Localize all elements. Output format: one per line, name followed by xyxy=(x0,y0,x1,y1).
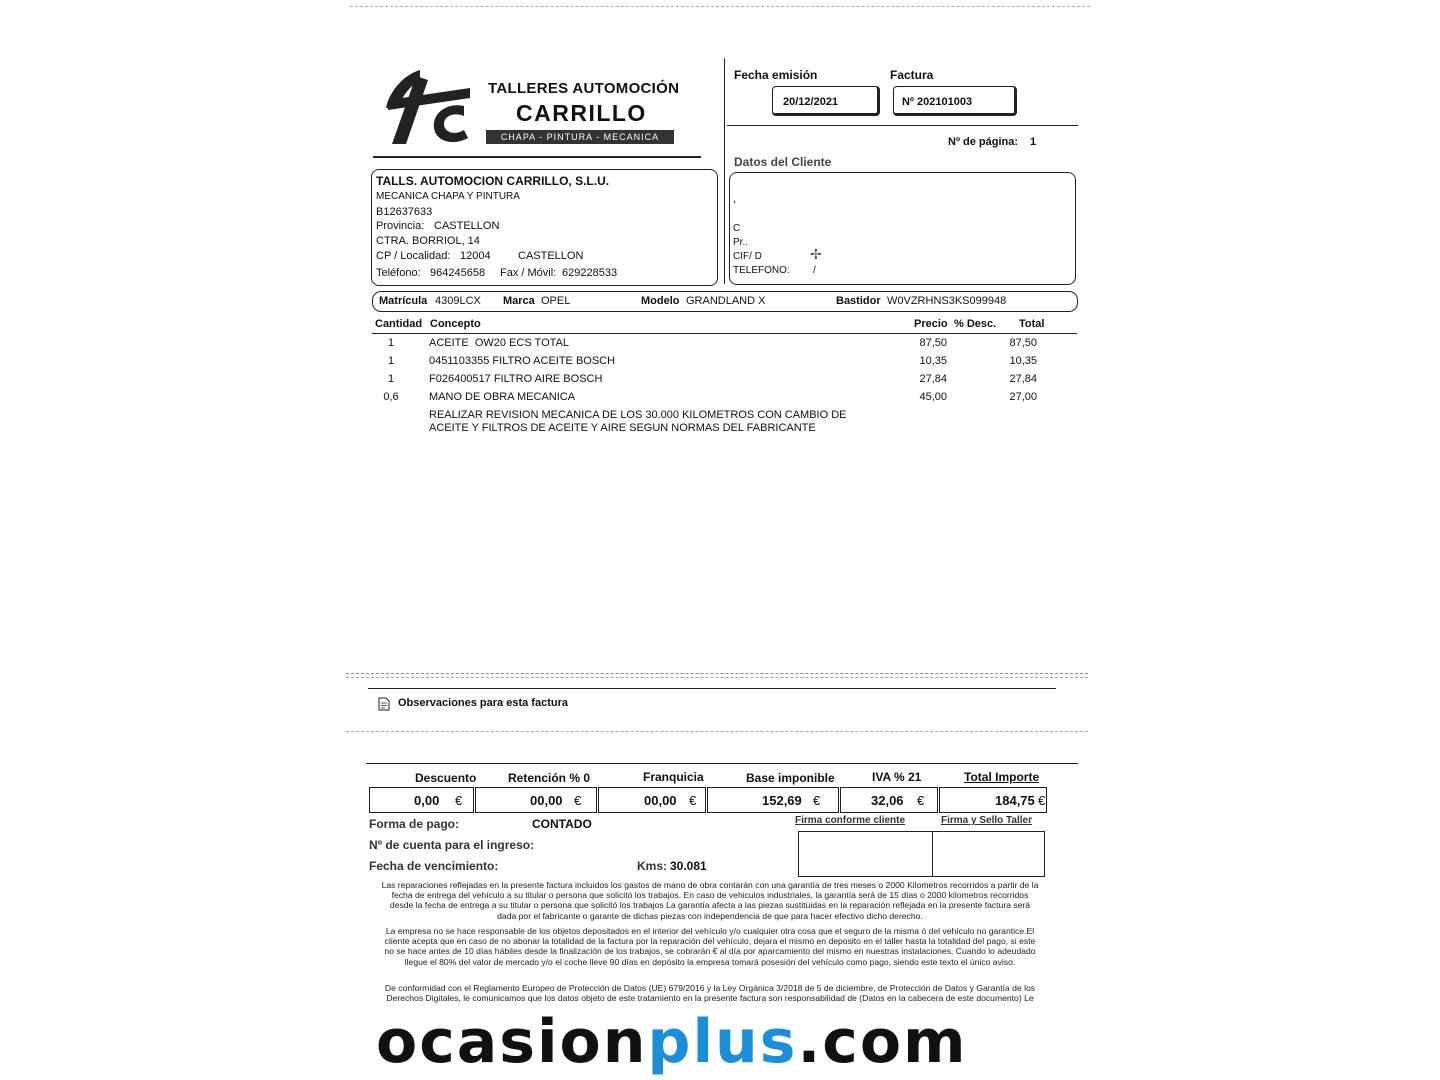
brand-label: Marca xyxy=(503,295,535,307)
retention-cell xyxy=(475,787,597,813)
invoice-date: 20/12/2021 xyxy=(783,96,839,108)
company-cp: 12004 xyxy=(460,250,491,262)
row-concept: ACEITE OW20 ECS TOTAL xyxy=(429,337,569,349)
col-price-header: Precio xyxy=(914,318,948,330)
invoice-date-box xyxy=(772,86,880,116)
row-price: 45,00 xyxy=(919,391,947,403)
kms-value: 30.081 xyxy=(670,859,707,873)
currency-symbol: € xyxy=(1038,793,1046,808)
account-label: Nº de cuenta para el ingreso: xyxy=(369,838,535,852)
company-tax-id: B12637633 xyxy=(376,206,433,218)
logo-tagline: CHAPA - PINTURA - MECANICA xyxy=(486,130,674,144)
observations-top-rule xyxy=(368,688,1056,689)
company-cp-label: CP / Localidad: xyxy=(376,250,451,262)
observations-bottom-rule xyxy=(346,731,1088,732)
payment-method-label: Forma de pago: xyxy=(369,817,460,831)
logo-line2: CARRILLO xyxy=(516,100,647,126)
watermark-part3: .com xyxy=(797,1007,968,1077)
client-line2: C xyxy=(733,223,741,234)
company-city: CASTELLON xyxy=(518,250,584,262)
work-note-line1: REALIZAR REVISION MECANICA DE LOS 30.000 KILOMETROS CON CAMBIO DE xyxy=(429,409,847,421)
signature-box xyxy=(798,831,1045,877)
company-activity: MECANICA CHAPA Y PINTURA xyxy=(376,191,520,202)
company-province: CASTELLON xyxy=(434,220,500,232)
company-fax: 629228533 xyxy=(562,267,618,279)
legal-responsibility: La empresa no se hace responsable de los objetos depositados en el interior del vehículo y/o cualquier otra cosa que el seguro de la misma ó del vehículo no garantice.El cliente acepta que en caso de no abonar la totalidad de la factura por la reparación del vehículo, dejara el mismo en deposito en el taller hasta la totalidad del pago, si este no se hace antes de 10 días hábiles desde la finalización de los trabajos, se cobrarán € al día por aparcamiento del mismo en nuestras instalaciones. Cuando lo adeudado llegue el 80% del valor de mercado y/o el coche lleve 90 días en depósito la empresa tomará posesión del vehículo como pago, siendo este texto el único aviso. xyxy=(384,926,1036,967)
discount-value: 0,00 xyxy=(414,793,440,808)
vat-cell xyxy=(840,787,938,813)
currency-symbol: € xyxy=(689,793,697,808)
total-value: 184,75 xyxy=(995,793,1035,808)
invoice-date-label: Fecha emisión xyxy=(734,68,818,82)
chassis: W0VZRHNS3KS099948 xyxy=(887,295,1007,307)
col-qty-header: Cantidad xyxy=(375,318,423,330)
row-price: 87,50 xyxy=(919,337,947,349)
company-province-label: Provincia: xyxy=(376,220,425,232)
franchise-cell xyxy=(598,787,706,813)
row-concept: F026400517 FILTRO AIRE BOSCH xyxy=(429,373,603,385)
client-line3: Pr.. xyxy=(733,237,749,248)
base-cell xyxy=(707,787,839,813)
chassis-label: Bastidor xyxy=(836,295,881,307)
currency-symbol: € xyxy=(455,793,463,808)
currency-symbol: € xyxy=(917,793,925,808)
legal-data-protection: De conformidad con el Reglamento Europeo de Protección de Datos (UE) 679/2016 y la Ley Orgánica 3/2018 de 5 de diciembre, de Protección de Datos y Garantía de los Derechos Digitales, le comunicamos que los datos objeto de este tratamiento en la presente factura son responsabilidad de (Datos en la cabecera de este documento) Le xyxy=(384,983,1036,1004)
col-discount-header: % Desc. xyxy=(954,318,997,330)
table-header-rule xyxy=(372,333,1077,334)
vat-label: IVA % 21 xyxy=(872,770,922,784)
discount-cell xyxy=(369,787,474,813)
model: GRANDLAND X xyxy=(686,295,766,307)
base-label: Base imponible xyxy=(746,771,835,785)
company-phone: 964245658 xyxy=(430,267,486,279)
row-qty: 1 xyxy=(387,337,395,349)
invoice-number-box xyxy=(893,86,1017,116)
company-fax-label: Fax / Móvil: xyxy=(500,267,557,279)
franchise-label: Franquicia xyxy=(643,770,704,784)
currency-symbol: € xyxy=(574,793,582,808)
payment-method: CONTADO xyxy=(532,817,592,831)
company-address: CTRA. BORRIOL, 14 xyxy=(376,235,480,247)
workshop-sign-label: Firma y Sello Taller xyxy=(941,815,1032,826)
invoice-number-label: Factura xyxy=(890,68,934,82)
company-logo xyxy=(380,66,680,156)
client-title: Datos del Cliente xyxy=(734,155,832,169)
total-label: Total Importe xyxy=(964,770,1040,784)
vehicle-bar xyxy=(372,291,1078,312)
page-label: Nº de página: xyxy=(948,136,1019,148)
row-total: 87,50 xyxy=(1009,337,1037,349)
row-qty: 1 xyxy=(387,355,395,367)
client-sign-label: Firma conforme cliente xyxy=(795,815,906,826)
company-phone-label: Teléfono: xyxy=(376,267,421,279)
row-qty: 0,6 xyxy=(383,391,399,403)
client-line1: , xyxy=(733,193,737,205)
discount-label: Descuento xyxy=(415,771,477,785)
row-total: 27,84 xyxy=(1009,373,1037,385)
scan-edge-top xyxy=(350,6,1090,7)
company-data-box xyxy=(371,169,718,286)
company-legal-name: TALLS. AUTOMOCION CARRILLO, S.L.U. xyxy=(376,174,610,188)
header-divider xyxy=(724,58,725,284)
client-phone-label: TELEFONO: xyxy=(733,265,790,276)
row-price: 27,84 xyxy=(919,373,947,385)
col-concept-header: Concepto xyxy=(430,318,481,330)
work-note-line2: ACEITE Y FILTROS DE ACEITE Y AIRE SEGUN NORMAS DEL FABRICANTE xyxy=(429,422,816,434)
header-rule xyxy=(727,125,1078,126)
invoice-number: Nº 202101003 xyxy=(902,96,973,108)
col-total-header: Total xyxy=(1019,318,1045,330)
row-total: 27,00 xyxy=(1009,391,1037,403)
base-value: 152,69 xyxy=(762,793,802,808)
client-cif-label: CIF/ D xyxy=(733,251,762,262)
watermark-part2: plus xyxy=(647,1007,798,1077)
retention-value: 00,00 xyxy=(530,793,563,808)
document-icon xyxy=(378,697,390,716)
currency-symbol: € xyxy=(813,793,821,808)
logo-line1: TALLERES AUTOMOCIÓN xyxy=(488,80,680,97)
row-qty: 1 xyxy=(387,373,395,385)
scan-divider xyxy=(346,673,1088,674)
row-concept: MANO DE OBRA MECANICA xyxy=(429,391,576,403)
due-date-label: Fecha de vencimiento: xyxy=(369,859,499,873)
logo-underline xyxy=(373,156,701,158)
brand: OPEL xyxy=(541,295,571,307)
row-price: 10,35 xyxy=(919,355,947,367)
model-label: Modelo xyxy=(641,295,680,307)
row-concept: 0451103355 FILTRO ACEITE BOSCH xyxy=(429,355,616,367)
watermark-part1: ocasion xyxy=(376,1007,648,1077)
logo-mark-icon xyxy=(380,66,490,150)
client-phone-mark: / xyxy=(813,265,816,276)
summary-top-rule xyxy=(366,763,1078,764)
client-data-box xyxy=(729,172,1076,285)
ocasionplus-watermark xyxy=(376,1004,1066,1080)
page-number: 1 xyxy=(1030,136,1037,148)
scan-divider-2 xyxy=(346,677,1088,678)
plate: 4309LCX xyxy=(435,295,481,307)
signature-divider xyxy=(932,832,933,876)
total-cell xyxy=(939,787,1047,813)
kms-label: Kms: xyxy=(637,859,668,873)
row-total: 10,35 xyxy=(1009,355,1037,367)
franchise-value: 00,00 xyxy=(644,793,677,808)
legal-warranty: Las reparaciones reflejadas en la presente factura incluidos los gastos de mano de obra contarán con una garantía de tres meses o 2000 Kilometros recorridos a partir de la fecha de entrega del vehículo a su titular o persona que solicitó los trabajos. En caso de vehiculos industriales, la garantía será de 15 días o 2000 kilometros recorridos desde la fecha de entrega a su titular o persona que solicitó los trabajos La garantía afecta a las piezas sustituidas en la reparación reflejada en la presente factura será dada por el fabricante o garante de dichas piezas con independencia de que para hacer efectivo dicho derecho. xyxy=(381,880,1039,921)
retention-label: Retención % 0 xyxy=(508,771,591,785)
plate-label: Matrícula xyxy=(379,295,428,307)
observations-label: Observaciones para esta factura xyxy=(398,697,568,709)
client-scribble-icon: ✢ xyxy=(810,246,822,262)
vat-value: 32,06 xyxy=(871,793,904,808)
